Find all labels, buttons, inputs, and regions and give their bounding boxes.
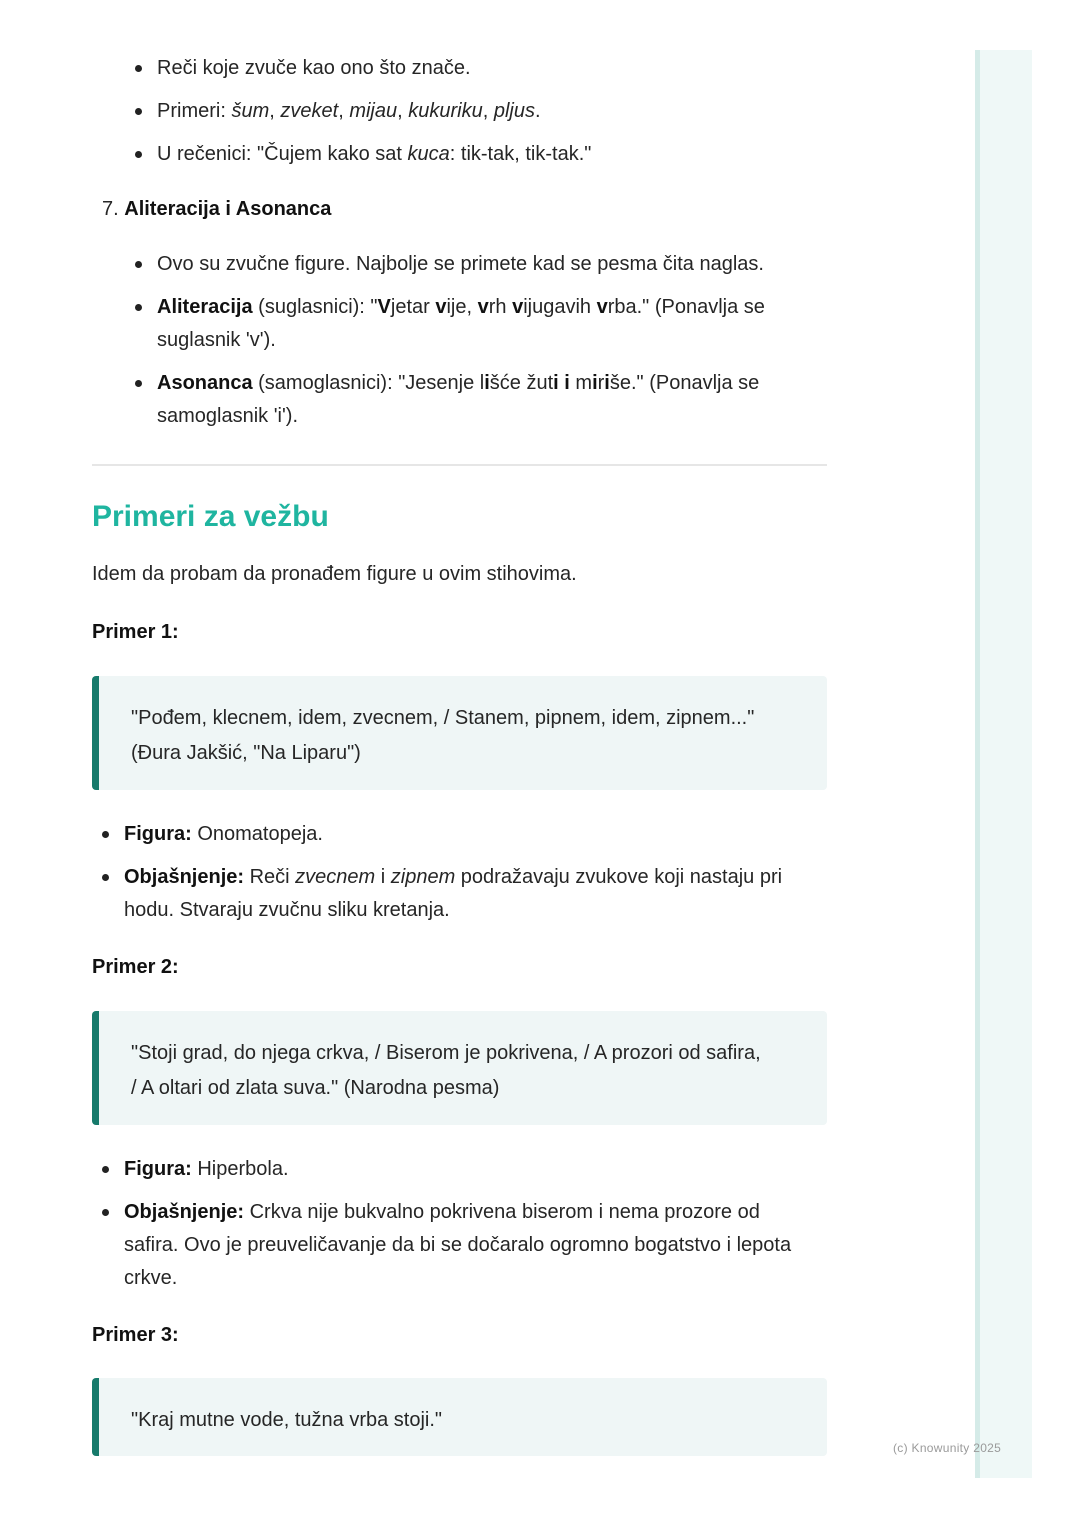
bullet-icon bbox=[135, 65, 142, 72]
numbered-item-heading: 7. Aliteracija i Asonanca bbox=[102, 198, 332, 220]
footer-copyright: (c) Knowunity 2025 bbox=[893, 1441, 1002, 1455]
section-intro: Idem da probam da pronađem figure u ovim stihovima. bbox=[92, 563, 577, 585]
example-quote: "Kraj mutne vode, tužna vrba stoji." bbox=[92, 1378, 827, 1456]
list-item-objasnjenje: Objašnjenje: Crkva nije bukvalno pokrivena biserom i nema prozore od safira. Ovo je preuveličavanje da bi se dočaralo ogromno bogatstvo i lepota crkve. bbox=[124, 1196, 791, 1295]
bullet-icon bbox=[102, 874, 109, 881]
side-panel bbox=[975, 50, 1032, 1478]
bullet-icon bbox=[102, 831, 109, 838]
list-item: Reči koje zvuče kao ono što znače. bbox=[157, 52, 471, 85]
example-label: Primer 3: bbox=[92, 1324, 179, 1346]
bullet-icon bbox=[102, 1166, 109, 1173]
bullet-icon bbox=[135, 380, 142, 387]
list-item: Primeri: šum, zveket, mijau, kukuriku, pljus. bbox=[157, 95, 541, 128]
list-item: Ovo su zvučne figure. Najbolje se primete kad se pesma čita naglas. bbox=[157, 248, 764, 281]
section-title: Primeri za vežbu bbox=[92, 500, 329, 533]
example-label: Primer 2: bbox=[92, 956, 179, 978]
bullet-icon bbox=[135, 304, 142, 311]
bullet-icon bbox=[135, 151, 142, 158]
list-item-objasnjenje: Objašnjenje: Reči zvecnem i zipnem podražavaju zvukove koji nastaju pri hodu. Stvaraju zvučnu sliku kretanja. bbox=[124, 861, 782, 927]
section-divider bbox=[92, 464, 827, 466]
example-quote: "Stoji grad, do njega crkva, / Biserom je pokrivena, / A prozori od safira, / A oltari od zlata suva." (Narodna pesma) bbox=[92, 1011, 827, 1125]
list-item-figura: Figura: Onomatopeja. bbox=[124, 818, 323, 851]
list-item: U rečenici: "Čujem kako sat kuca: tik-tak, tik-tak." bbox=[157, 138, 591, 171]
example-label: Primer 1: bbox=[92, 621, 179, 643]
list-item-asonanca: Asonanca (samoglasnici): "Jesenje lišće žuti i miriše." (Ponavlja se samoglasnik 'i'). bbox=[157, 367, 759, 433]
bullet-icon bbox=[135, 108, 142, 115]
list-item-aliteracija: Aliteracija (suglasnici): "Vjetar vije, vrh vijugavih vrba." (Ponavlja se suglasnik 'v'). bbox=[157, 291, 765, 357]
bullet-icon bbox=[102, 1209, 109, 1216]
bullet-icon bbox=[135, 261, 142, 268]
example-quote: "Pođem, klecnem, idem, zvecnem, / Stanem, pipnem, idem, zipnem..." (Đura Jakšić, "Na Liparu") bbox=[92, 676, 827, 790]
side-panel-rule bbox=[975, 50, 980, 1478]
list-item-figura: Figura: Hiperbola. bbox=[124, 1153, 289, 1186]
